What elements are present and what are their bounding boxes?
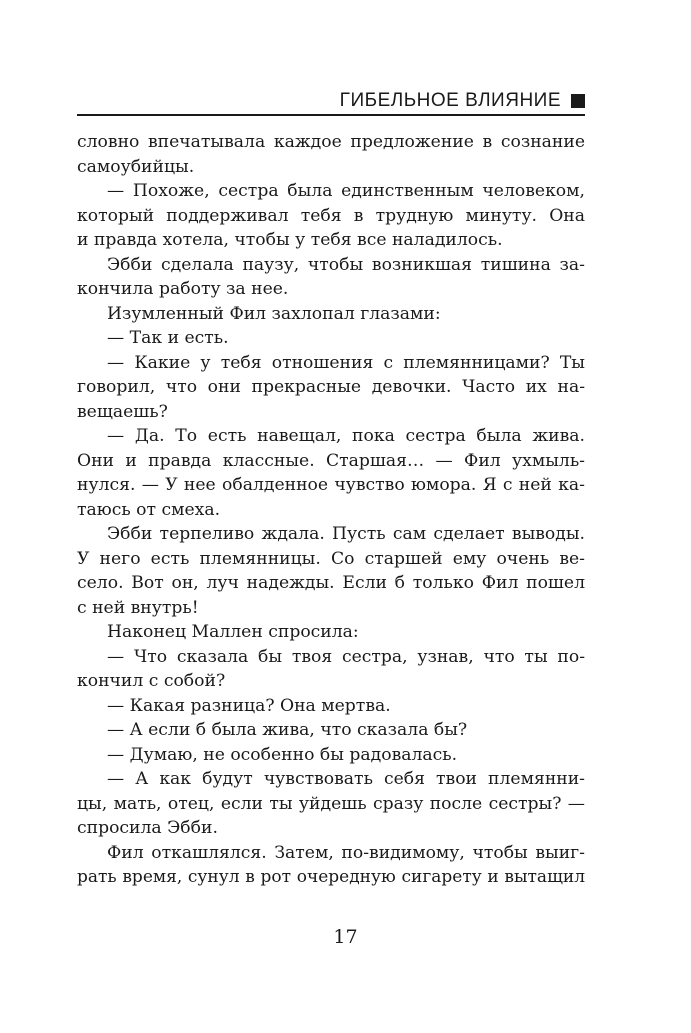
- text-line: Фил откашлялся. Затем, по-видимому, чтобы выиг-: [107, 842, 585, 863]
- text-line: — А если б была жива, что сказала бы?: [107, 720, 468, 740]
- text-line: словно впечатывала каждое предложение в сознание: [77, 132, 585, 152]
- text-line: с ней внутрь!: [77, 597, 199, 618]
- text-line: кончил с собой?: [77, 671, 226, 691]
- text-line: рать время, сунул в рот очередную сигарету и вытащил: [77, 867, 585, 887]
- text-line: село. Вот он, луч надежды. Если б только Фил пошел: [77, 573, 585, 593]
- text-line: цы, мать, отец, если ты уйдешь сразу после сестры? —: [77, 793, 585, 814]
- text-line: Наконец Маллен спросила:: [107, 622, 359, 642]
- text-line: говорил, что они прекрасные девочки. Часто их на-: [77, 377, 585, 397]
- text-line: спросила Эбби.: [77, 818, 218, 838]
- black-square-icon: [571, 94, 585, 108]
- text-line: Эбби сделала паузу, чтобы возникшая тишина за-: [107, 254, 585, 275]
- text-line: Эбби терпеливо ждала. Пусть сам сделает выводы.: [107, 524, 585, 544]
- text-line: таюсь от смеха.: [77, 499, 221, 520]
- text-line: кончила работу за нее.: [77, 279, 289, 299]
- text-line: — А как будут чувствовать себя твои племянни-: [107, 769, 585, 789]
- body-text: [77, 130, 585, 890]
- text-line: самоубийцы.: [77, 156, 195, 177]
- text-line: — Что сказала бы твоя сестра, узнав, что ты по-: [107, 646, 585, 667]
- text-line: — Да. То есть навещал, пока сестра была жива.: [107, 426, 585, 446]
- running-header: [77, 88, 585, 116]
- text-line: Изумленный Фил захлопал глазами:: [107, 303, 441, 324]
- text-line: — Думаю, не особенно бы радовалась.: [107, 744, 458, 765]
- text-line: который поддерживал тебя в трудную минуту. Она: [77, 205, 585, 226]
- text-line: и правда хотела, чтобы у тебя все наладилось.: [77, 230, 503, 250]
- text-line: У него есть племянницы. Со старшей ему очень ве-: [77, 548, 585, 569]
- text-line: — Какие у тебя отношения с племянницами? Ты: [107, 352, 585, 373]
- text-line: — Какая разница? Она мертва.: [107, 695, 391, 716]
- page-number: 17: [333, 926, 358, 948]
- text-line: — Похоже, сестра была единственным человеком,: [107, 181, 585, 201]
- text-line: нулся. — У нее обалденное чувство юмора. Я с ней ка-: [77, 475, 585, 495]
- text-line: — Так и есть.: [107, 328, 229, 348]
- text-line: вещаешь?: [77, 401, 168, 422]
- running-header-title: ГИБЕЛЬНОЕ ВЛИЯНИЕ: [339, 90, 561, 111]
- text-line: Они и правда классные. Старшая… — Фил ухмыль-: [77, 450, 585, 471]
